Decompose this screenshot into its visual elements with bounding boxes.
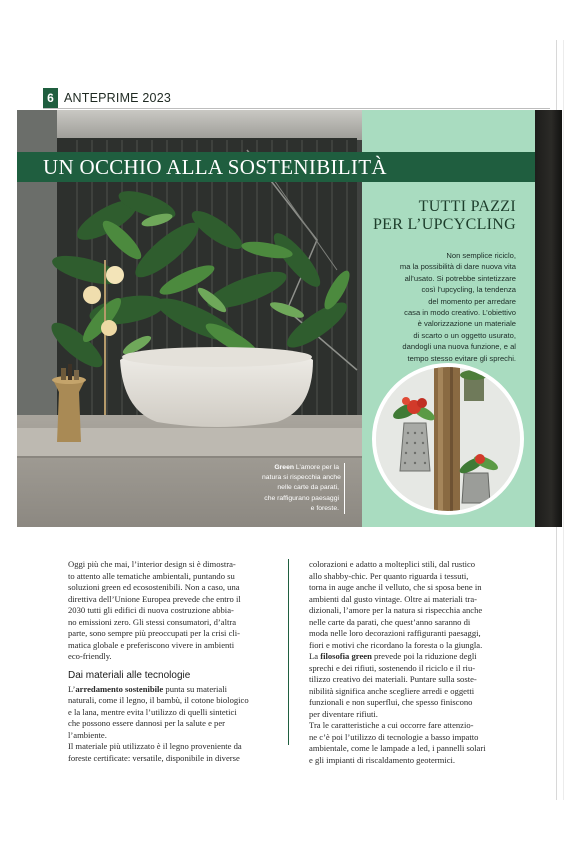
article-line: foreste certificate: versatile, disponibile in diverse xyxy=(68,752,240,763)
article-text-run: La xyxy=(309,651,321,661)
sidebar-text-line: ma la possibilità di dare nuova vita xyxy=(399,262,516,272)
upcycling-circle-photo xyxy=(372,363,524,515)
article-line: Oggi più che mai, l’interior design si è dimostra- xyxy=(68,559,236,569)
article-bold-term: filosofia green xyxy=(320,651,372,661)
article-line: funzionali e non superflui, che spesso finiscono xyxy=(309,697,473,707)
article-line: moda nelle loro decorazioni raffiguranti paesaggi, xyxy=(309,628,481,638)
article-text-run: L’ xyxy=(68,683,76,694)
photo-caption xyxy=(262,463,339,514)
article-line: parte, sono sempre più preoccupati per la crisi cli- xyxy=(68,628,241,638)
article-line: l’ambiente. xyxy=(68,729,107,740)
sidebar-heading xyxy=(372,198,516,234)
column-divider xyxy=(288,559,289,745)
article-line: ambientale, come le lampade a led, i pannelli solari xyxy=(309,743,486,753)
caption-line xyxy=(262,463,339,473)
upcycled-grater-planters-illustration xyxy=(376,367,520,511)
article-line: dizionali, l’amore per la natura si rispecchia anche xyxy=(309,605,483,615)
article-line: naturali, come il legno, il bambù, il cotone biologico xyxy=(68,695,249,705)
article-line: soluzioni green ed ecosostenibili. Non a caso, una xyxy=(68,582,240,592)
article-line xyxy=(68,684,254,696)
article-line: to attento alle tematiche ambientali, puntando su xyxy=(68,570,235,581)
sidebar-text-line: tempo stesso evitare gli sprechi. xyxy=(407,353,516,363)
article-line: direttiva dell’Unione Europea prevede che entro il xyxy=(68,593,241,604)
article-line: ne c’è poi l’utilizzo di tecnologie a basso impatto xyxy=(309,731,479,742)
caption-line: e foreste. xyxy=(310,504,339,512)
sidebar-text-line: all’usato. Si potrebbe sintetizzare xyxy=(404,273,516,283)
sidebar-text xyxy=(372,250,516,364)
article-line: colorazioni e adatto a molteplici stili, dal rustico xyxy=(309,559,476,569)
caption-line: nelle carte da parati, xyxy=(277,484,339,492)
page-number: 6 xyxy=(43,88,58,108)
article-line: Tra le caratteristiche a cui occorre fare attenzio- xyxy=(309,720,474,730)
article-line xyxy=(309,651,501,663)
article-text-run: prevede poi la riduzione degli xyxy=(371,651,477,661)
article-line: ambienti dal gusto vintage. Oltre ai materiali tra- xyxy=(309,593,477,604)
article-line: nibilità significa anche scegliere arredi e oggetti xyxy=(309,685,475,696)
article-line: matica globale e preferiscono vivere in ambienti xyxy=(68,639,235,650)
sidebar-heading-line: PER L’UPCYCLING xyxy=(372,216,516,233)
page-title: UN OCCHIO ALLA SOSTENIBILITÀ xyxy=(43,154,387,179)
title-band xyxy=(17,152,535,182)
sidebar-heading-line: TUTTI PAZZI xyxy=(418,198,516,215)
article-line: che possono essere dannosi per la salute e per xyxy=(68,718,226,728)
article-line: tilizzo creativo dei materiali. Puntare sulla soste- xyxy=(309,674,477,684)
caption-line-rest: L’amore per la xyxy=(294,464,339,471)
sidebar-text-line: di scarto o un oggetto usurato, xyxy=(413,330,516,340)
section-label: ANTEPRIME 2023 xyxy=(64,91,172,105)
article-text-run: punta su materiali xyxy=(163,683,227,694)
article-column-1 xyxy=(68,559,254,764)
article-column-2 xyxy=(309,559,501,766)
caption-line: che raffigurano paesaggi xyxy=(264,494,339,502)
sidebar-text-line: Non semplice riciclo, xyxy=(446,251,516,260)
article-subheading: Dai materiali alle tecnologie xyxy=(68,669,191,681)
caption-line: natura si rispecchia anche xyxy=(262,474,341,482)
article-line: no emissioni zero. Gli stessi consumatori, d’altra xyxy=(68,616,237,627)
header-rule xyxy=(43,108,550,109)
article-line: e gli impianti di riscaldamento geotermici. xyxy=(309,754,456,765)
article-line: eco-friendly. xyxy=(68,651,112,661)
sidebar-text-line: casa in modo creativo. L’obiettivo xyxy=(404,308,516,318)
article-line: fiori e motivi che ricordano la foresta o la giungla. xyxy=(309,639,483,650)
sidebar-text-line: dandogli una nuova funzione, e al xyxy=(402,342,516,352)
sidebar-text-line: è valorizzazione un materiale xyxy=(417,319,516,329)
article-line: 2030 tutti gli edifici di nuova costruzione abbia- xyxy=(68,605,234,615)
page-header xyxy=(43,88,171,108)
adjacent-page-strip xyxy=(535,110,562,527)
caption-bold: Green xyxy=(274,464,295,471)
article-line: allo shabby-chic. Per quanto riguarda i tessuti, xyxy=(309,570,469,581)
article-bold-term: arredamento sostenibile xyxy=(75,683,164,694)
article-line: sprechi e dei rifiuti, sostenendo il riciclo e il riu- xyxy=(309,662,476,673)
article-line: torna in auge anche il velluto, che si sposa bene in xyxy=(309,582,482,592)
article-line: nelle carte da parati, che quest’anno saranno di xyxy=(309,616,471,627)
article-line: per diventare rifiuti. xyxy=(309,708,378,719)
sidebar-text-line: così l’upcycling, la tendenza xyxy=(421,285,516,295)
article-line: Il materiale più utilizzato è il legno proveniente da xyxy=(68,741,242,751)
caption-rule xyxy=(344,463,345,514)
article-line: e la lana, mentre evita l’utilizzo di quelli sintetici xyxy=(68,706,237,717)
sidebar-text-line: del momento per arredare xyxy=(428,296,516,306)
